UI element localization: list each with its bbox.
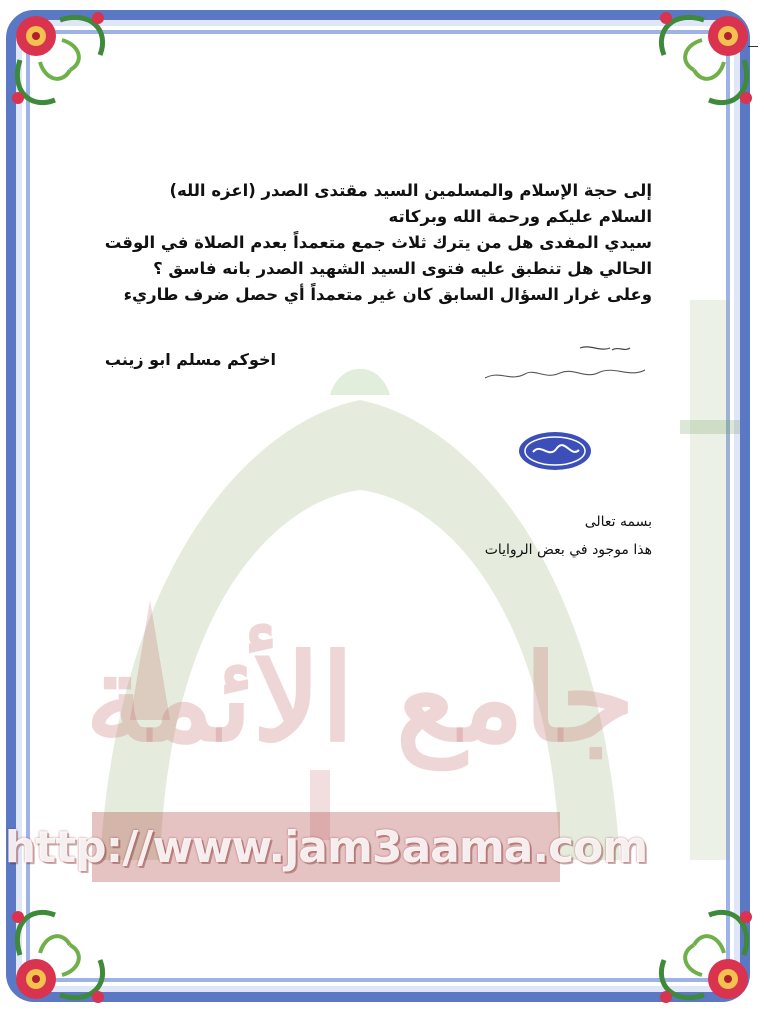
letter-body xyxy=(92,178,652,308)
reply-line: هذا موجود في بعض الروايات xyxy=(484,542,652,558)
official-seal-stamp xyxy=(517,430,593,472)
letter-line: سيدي المفدى هل من يترك ثلاث جمع متعمداً بعدم الصلاة في الوقت xyxy=(104,233,652,252)
corner-flower-ornament xyxy=(634,0,764,130)
letter-line: الحالي هل تنطبق عليه فتوى السيد الشهيد الصدر بانه فاسق ؟ xyxy=(153,259,652,278)
corner-flower-ornament xyxy=(0,0,130,130)
watermark-url: http://www.jam3aama.com xyxy=(92,812,560,882)
watermark-calligraphy: جامع الأئمة xyxy=(85,628,635,769)
handwritten-note xyxy=(480,340,650,390)
reply-text xyxy=(440,508,652,564)
sender-signature: اخوكم مسلم ابو زينب xyxy=(104,350,276,369)
letter-line: السلام عليكم ورحمة الله وبركاته xyxy=(388,207,652,226)
reply-line: بسمه تعالى xyxy=(584,514,652,530)
letter-line: إلى حجة الإسلام والمسلمين السيد مقتدى الصدر (اعزه الله) xyxy=(169,181,652,200)
letter-line: وعلى غرار السؤال السابق كان غير متعمداً أي حصل ضرف طاريء xyxy=(123,285,652,304)
edge-mark xyxy=(748,46,758,47)
